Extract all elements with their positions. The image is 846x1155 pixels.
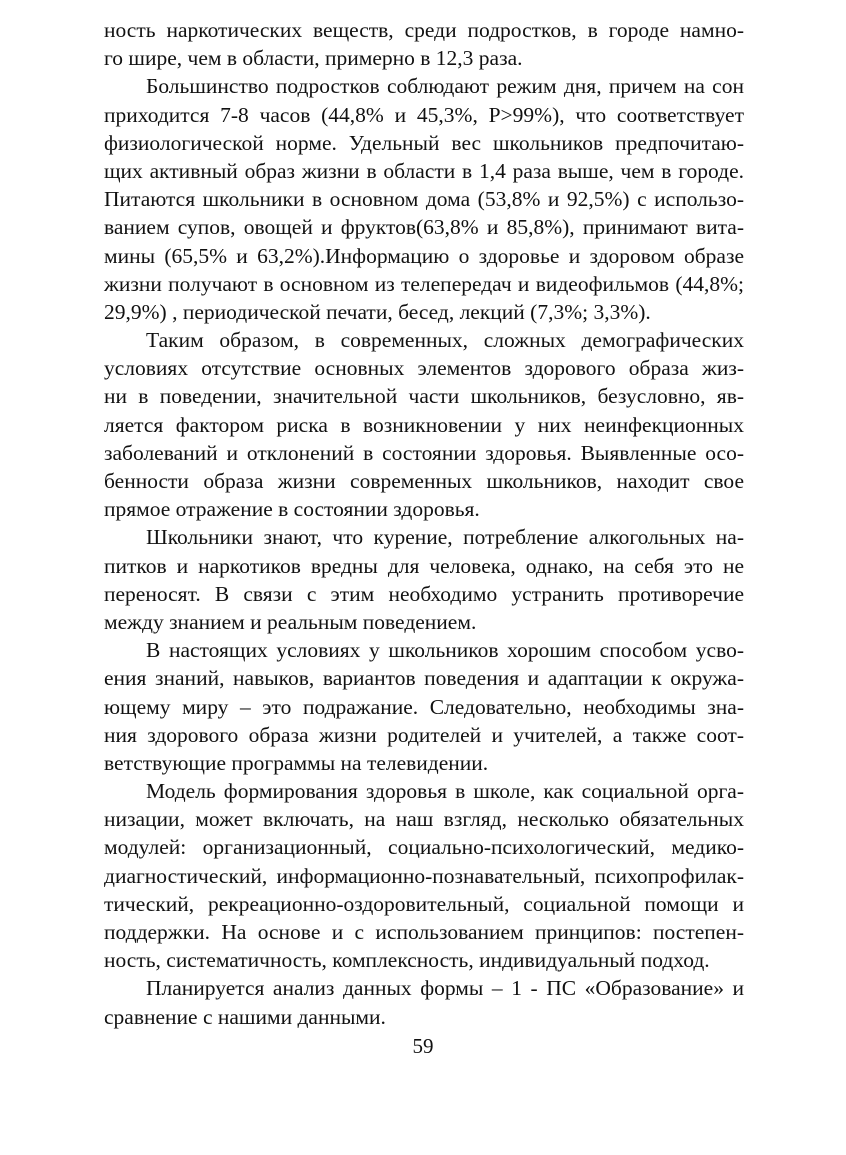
text-line: прямое отражение в состоянии здоровья. xyxy=(104,497,480,522)
text-line: ющему миру – это подражание. Следовательно, необходимы зна- xyxy=(104,694,744,719)
text-line: щих активный образ жизни в области в 1,4 раза выше, чем в городе. xyxy=(104,158,744,183)
paragraph-4 xyxy=(104,523,744,636)
text-line: физиологической норме. Удельный вес школьников предпочитаю- xyxy=(104,130,744,155)
text-line: ния здорового образа жизни родителей и учителей, а также соот- xyxy=(104,722,744,747)
text-line: ения знаний, навыков, вариантов поведения и адаптации к окружа- xyxy=(104,666,744,691)
paragraph-3 xyxy=(104,326,744,523)
text-line: между знанием и реальным поведением. xyxy=(104,609,477,634)
text-line: ветствующие программы на телевидении. xyxy=(104,750,489,775)
text-line: Большинство подростков соблюдают режим дня, причем на сон xyxy=(146,74,744,99)
text-line: жизни получают в основном из телепередач и видеофильмов (44,8%; xyxy=(104,271,744,296)
text-line: 29,9%) , периодической печати, бесед, лекций (7,3%; 3,3%). xyxy=(104,299,651,324)
text-line: сравнение с нашими данными. xyxy=(104,1004,386,1029)
text-line: приходится 7-8 часов (44,8% и 45,3%, P>99%), что соответствует xyxy=(104,102,744,127)
paragraph-1 xyxy=(104,16,744,72)
paragraph-7 xyxy=(104,974,744,1030)
text-line: Питаются школьники в основном дома (53,8% и 92,5%) с использо- xyxy=(104,187,744,212)
text-line: питков и наркотиков вредны для человека, однако, на себя это не xyxy=(104,553,744,578)
text-line: диагностический, информационно-познавательный, психопрофилак- xyxy=(104,863,744,888)
text-line: ность наркотических веществ, среди подростков, в городе намно- xyxy=(104,18,744,42)
text-line: го шире, чем в области, примерно в 12,3 раза. xyxy=(104,46,523,71)
text-line: модулей: организационный, социально-психологический, медико- xyxy=(104,835,744,860)
paragraph-6 xyxy=(104,777,744,974)
text-line: переносят. В связи с этим необходимо устранить противоречие xyxy=(104,581,744,606)
text-line: ляется фактором риска в возникновении у них неинфекционных xyxy=(104,412,744,437)
text-line: бенности образа жизни современных школьников, находит свое xyxy=(104,469,744,493)
text-line: Модель формирования здоровья в школе, как социальной орга- xyxy=(146,779,744,804)
text-line: Планируется анализ данных формы – 1 - ПС «Образование» и xyxy=(146,976,744,1001)
text-line: мины (65,5% и 63,2%).Информацию о здоровье и здоровом образе xyxy=(104,243,744,268)
text-line: ность, систематичность, комплексность, индивидуальный подход. xyxy=(104,948,710,973)
text-line: тический, рекреационно-оздоровительный, социальной помощи и xyxy=(104,891,744,916)
text-line: условиях отсутствие основных элементов здорового образа жиз- xyxy=(104,356,744,381)
text-line: низации, может включать, на наш взгляд, несколько обязательных xyxy=(104,807,744,832)
document-body xyxy=(104,16,744,1031)
page-number: 59 xyxy=(412,1034,434,1058)
text-line: ни в поведении, значительной части школьников, безусловно, яв- xyxy=(104,384,744,409)
paragraph-5 xyxy=(104,636,744,777)
text-line: Таким образом, в современных, сложных демографических xyxy=(146,328,744,353)
text-line: поддержки. На основе и с использованием принципов: постепен- xyxy=(104,920,744,944)
text-line: ванием супов, овощей и фруктов(63,8% и 85,8%), принимают вита- xyxy=(104,215,744,240)
text-line: заболеваний и отклонений в состоянии здоровья. Выявленные осо- xyxy=(104,440,744,465)
paragraph-2 xyxy=(104,72,744,326)
text-line: В настоящих условиях у школьников хорошим способом усво- xyxy=(146,638,744,663)
text-line: Школьники знают, что курение, потребление алкогольных на- xyxy=(146,525,744,550)
